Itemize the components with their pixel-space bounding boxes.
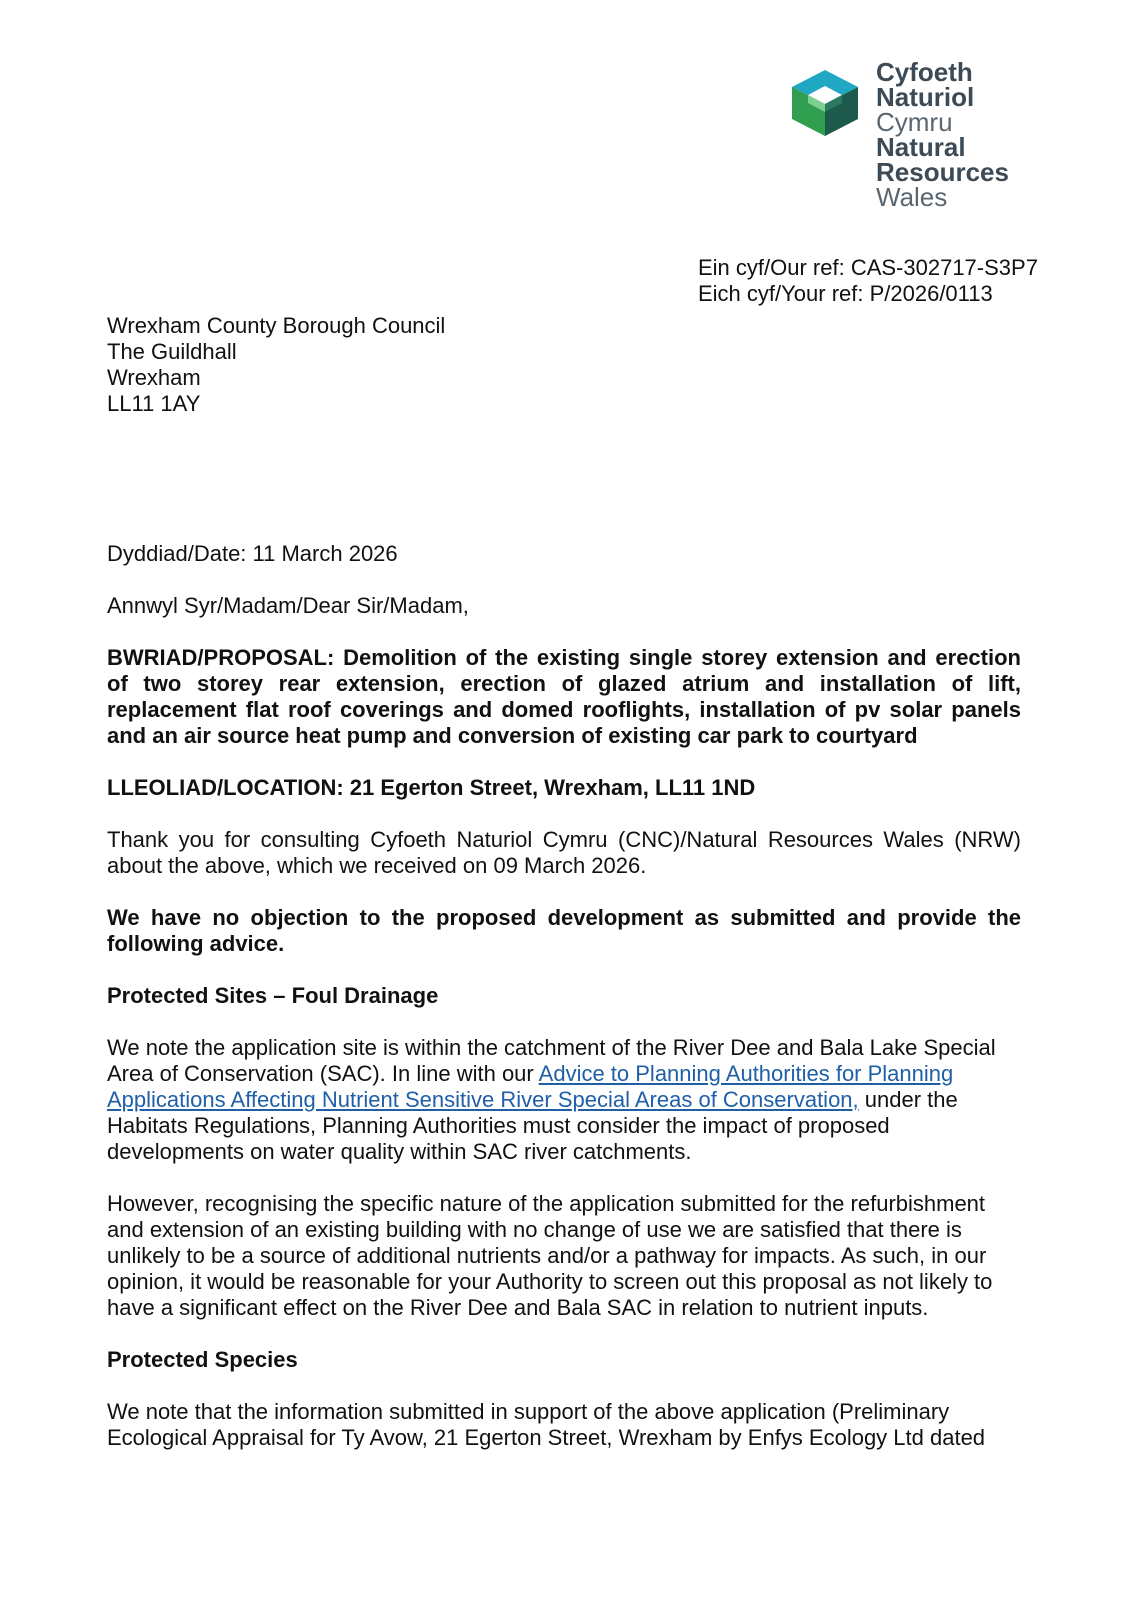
- logo-line-4: Natural: [876, 132, 966, 162]
- nrw-logo-text: [876, 57, 1009, 212]
- proposal: BWRIAD/PROPOSAL: Demolition of the existing single storey extension and erection of two storey rear extension, erection of glazed atrium and installation of lift, replacement flat roof coverings and domed rooflights, installation of pv solar panels and an air source heat pump and conversion of existing car park to courtyard: [107, 645, 1021, 748]
- salutation: Annwyl Syr/Madam/Dear Sir/Madam,: [107, 593, 469, 618]
- our-reference: Ein cyf/Our ref: CAS-302717-S3P7: [698, 255, 1038, 280]
- logo-line-1: Cyfoeth: [876, 57, 973, 87]
- address-line-1: Wrexham County Borough Council: [107, 313, 446, 338]
- drainage-text-start: We note the application site is within the catchment of the River Dee and Bala Lake Special Area of Conservation (SAC). In line with our: [107, 1035, 996, 1086]
- your-reference: Eich cyf/Your ref: P/2026/0113: [698, 281, 993, 306]
- logo-line-6: Wales: [876, 182, 948, 212]
- letter-body: [107, 541, 1021, 1477]
- logo-line-2: Naturiol: [876, 82, 975, 112]
- reference-block: [698, 255, 1038, 307]
- heading-foul-drainage: Protected Sites – Foul Drainage: [107, 983, 439, 1008]
- advice-link[interactable]: Advice to Planning Authorities for Planning Applications Affecting Nutrient Sensitive River Special Areas of Conservation,: [107, 1061, 954, 1112]
- species-paragraph-1: We note that the information submitted in support of the above application (Preliminary Ecological Appraisal for Ty Avow, 21 Egerton Street, Wrexham by Enfys Ecology Ltd dated: [107, 1399, 986, 1450]
- recipient-address: [107, 313, 445, 417]
- drainage-paragraph-2: However, recognising the specific nature of the application submitted for the refurbishment and extension of an existing building with no change of use we are satisfied that there is unlikely to be a source of additional nutrients and/or a pathway for impacts. As such, in our opinion, it would be reasonable for your Authority to screen out this proposal as not likely to have a significant effect on the River Dee and Bala SAC in relation to nutrient inputs.: [107, 1191, 993, 1320]
- thanks-paragraph: Thank you for consulting Cyfoeth Naturiol Cymru (CNC)/Natural Resources Wales (NRW) about the above, which we received on 09 March 2026.: [107, 827, 1021, 878]
- address-line-2: The Guildhall: [107, 339, 237, 364]
- address-line-4: LL11 1AY: [107, 391, 201, 416]
- drainage-text-end: under the Habitats Regulations, Planning Authorities must consider the impact of proposed developments on water quality within SAC river catchments.: [107, 1087, 958, 1164]
- nrw-logo: [788, 57, 1028, 220]
- logo-line-5: Resources: [876, 157, 1009, 187]
- heading-protected-species: Protected Species: [107, 1347, 298, 1372]
- letter-date: Dyddiad/Date: 11 March 2026: [107, 541, 398, 566]
- address-line-3: Wrexham: [107, 365, 201, 390]
- drainage-paragraph-1: [107, 1035, 1021, 1165]
- logo-line-3: Cymru: [876, 107, 953, 137]
- location: LLEOLIAD/LOCATION: 21 Egerton Street, Wrexham, LL11 1ND: [107, 775, 756, 800]
- nrw-logo-mark-icon: [788, 66, 862, 140]
- no-objection-statement: We have no objection to the proposed development as submitted and provide the following advice.: [107, 905, 1021, 956]
